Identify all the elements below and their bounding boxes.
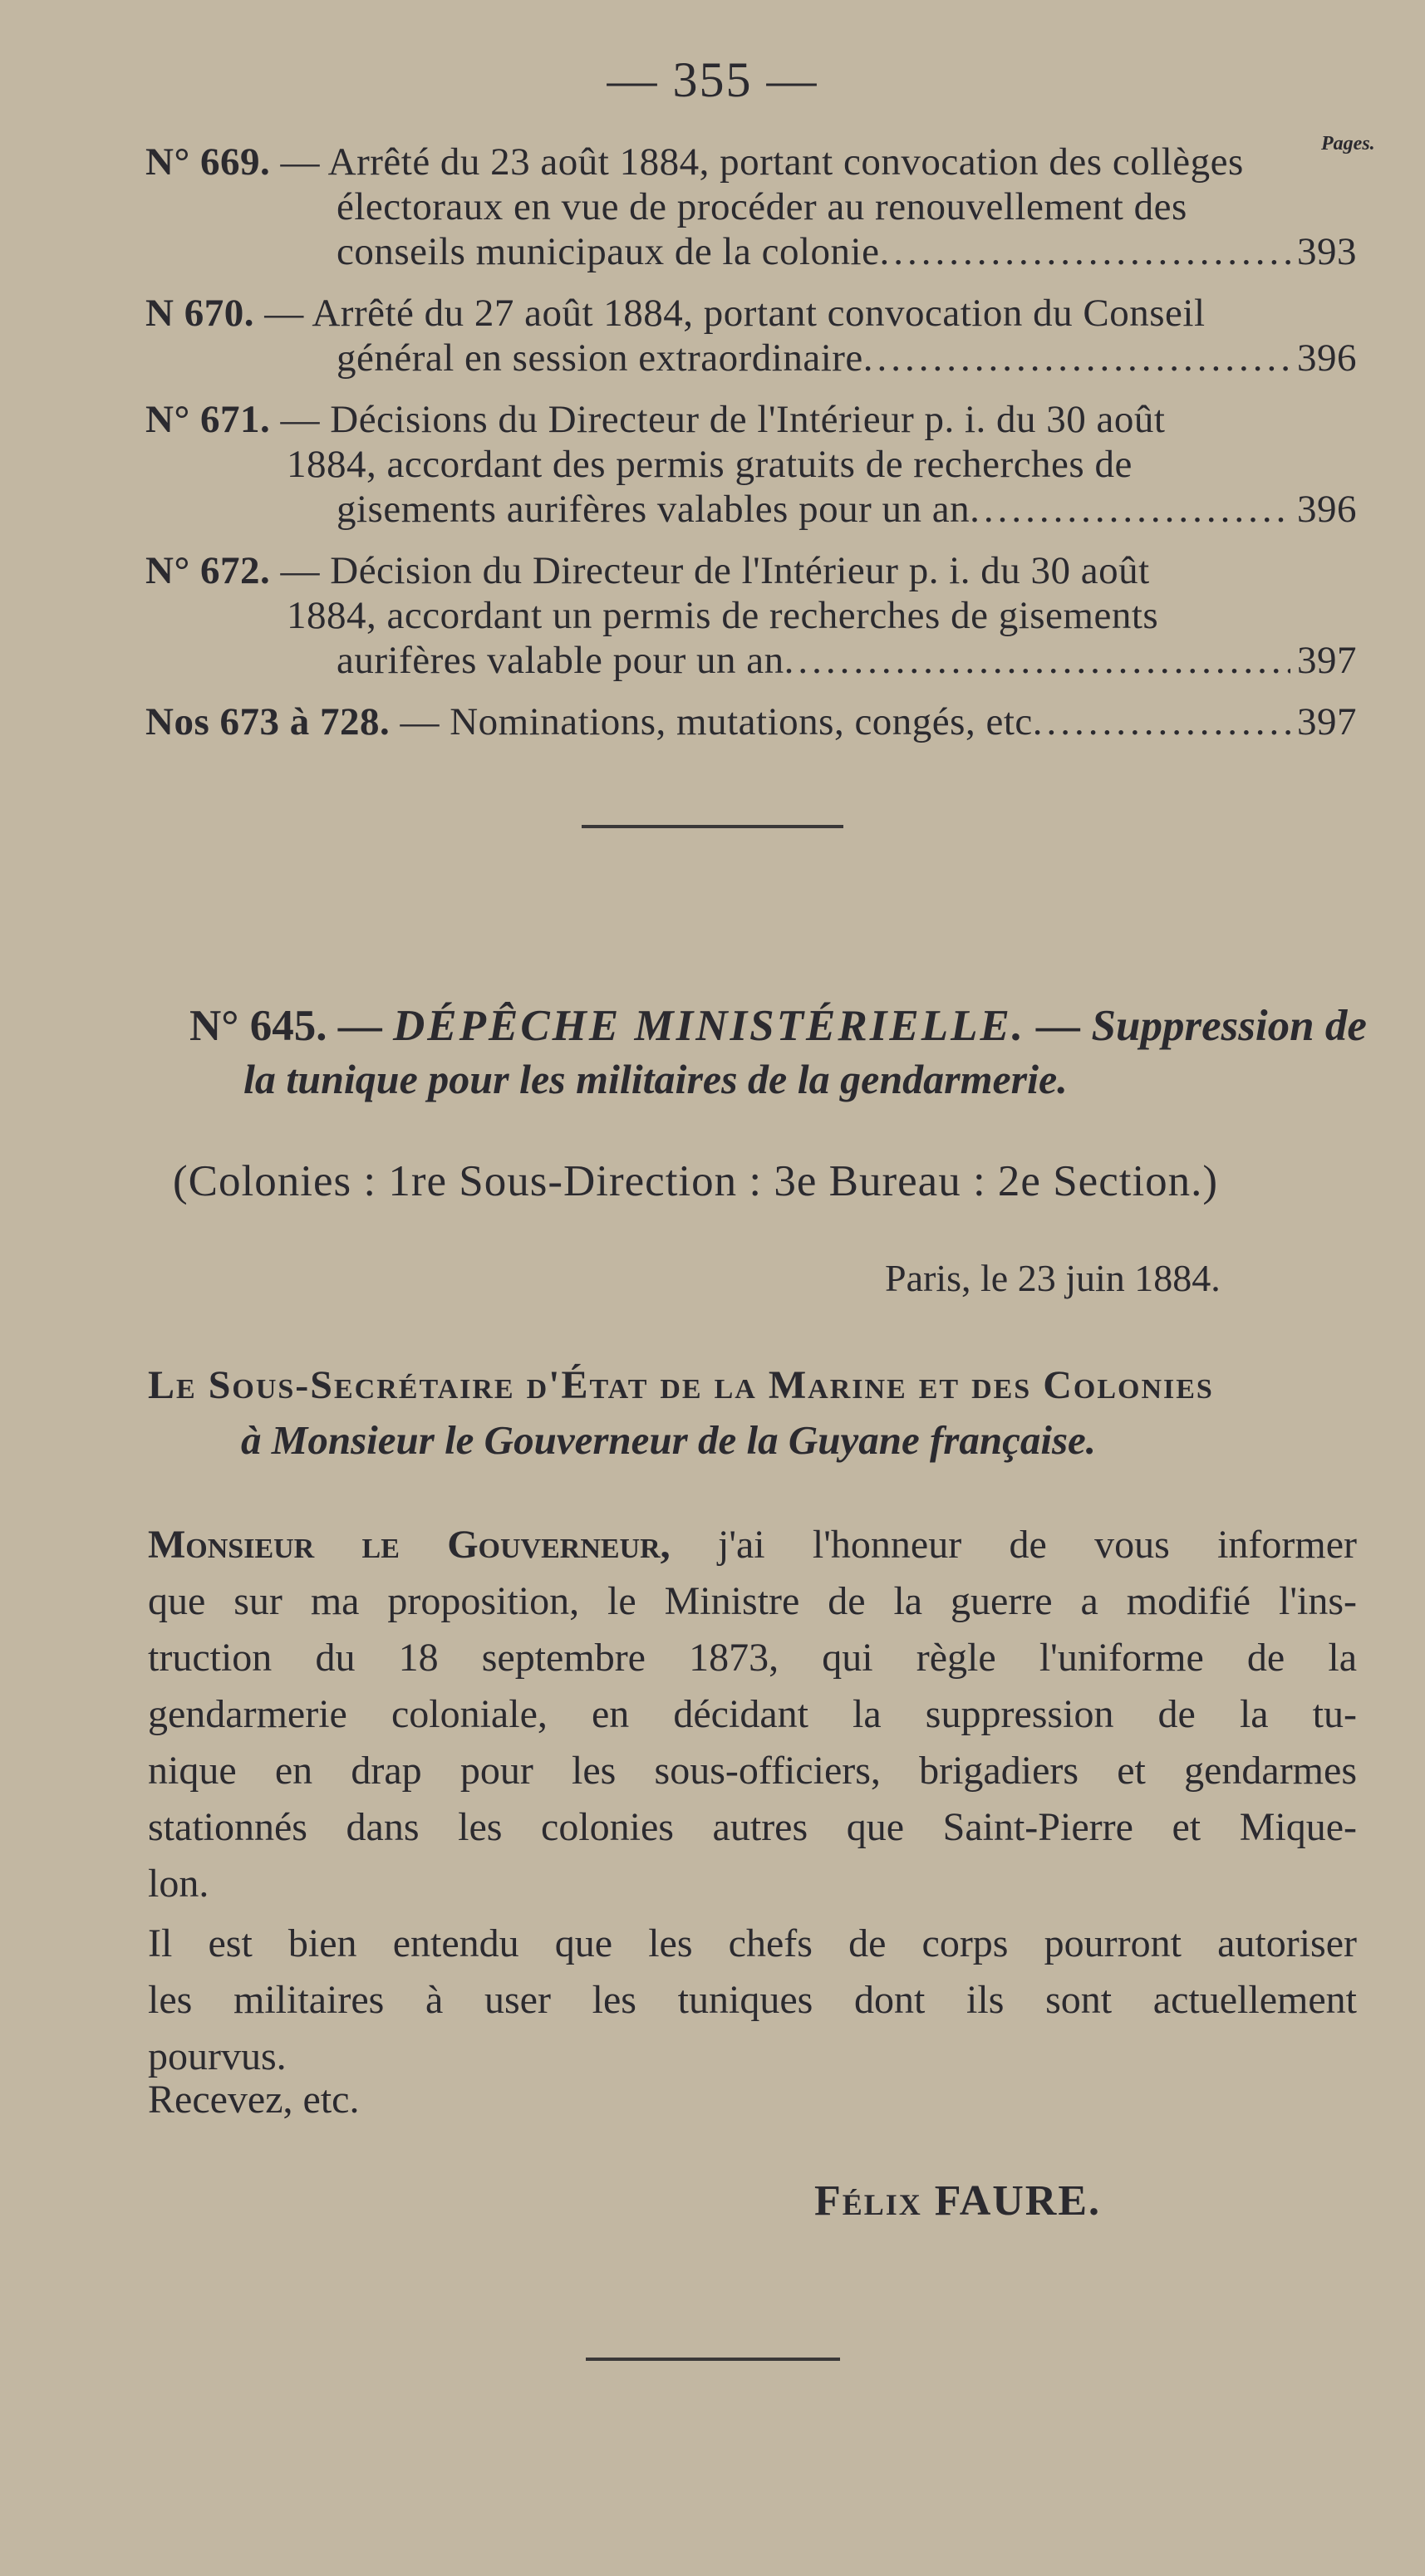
closing: Recevez, etc.	[148, 2078, 360, 2122]
end-divider	[586, 2358, 840, 2361]
sender: Le Sous-Secrétaire d'État de la Marine et des Colonies	[148, 1363, 1214, 1407]
body-line: truction du 18 septembre 1873, qui règle l'uniforme de la	[148, 1636, 1357, 1680]
recipient: à Monsieur le Gouverneur de la Guyane française.	[241, 1417, 1097, 1463]
toc-entry-line	[145, 140, 1334, 184]
dot-leader	[970, 487, 1290, 532]
toc-entry-text: gisements aurifères valables pour un an	[337, 488, 970, 531]
body-line: stationnés dans les colonies autres que Saint-Pierre et Mique-	[148, 1805, 1357, 1849]
pages-column-label: Pages.	[1321, 133, 1375, 155]
toc-entry-line	[337, 184, 1334, 229]
dispatch-number: N° 645. —	[189, 1002, 382, 1050]
body-line: lon.	[148, 1862, 209, 1906]
toc-entry-text: général en session extraordinaire	[337, 336, 863, 380]
signature: Félix FAURE.	[814, 2177, 1102, 2225]
toc-entry-text: — Nominations, mutations, congés, etc	[400, 700, 1033, 743]
body-paragraph	[148, 1517, 1357, 1912]
toc-entry-text: — Décisions du Directeur de l'Intérieur p. i. du 30 août	[280, 398, 1166, 441]
toc-entry-line	[287, 442, 1334, 487]
toc-entry-number: N° 672.	[145, 549, 271, 592]
toc-entry-text: 1884, accordant un permis de recherches de gisements	[287, 594, 1159, 637]
toc-entry-line	[287, 593, 1334, 638]
body-line: gendarmerie coloniale, en décidant la suppression de la tu-	[148, 1692, 1357, 1736]
dispatch-title: DÉPÊCHE MINISTÉRIELLE.	[392, 1002, 1026, 1050]
toc-entry-line-with-page	[145, 699, 1357, 744]
toc-page-ref: 397	[1297, 700, 1357, 743]
body-paragraph	[148, 1916, 1357, 2085]
toc-entry-line-with-page	[337, 487, 1357, 532]
toc-entry-text: électoraux en vue de procéder au renouvellement des	[337, 185, 1187, 228]
toc-entry-text: aurifères valable pour un an	[337, 639, 784, 682]
toc-entry-line	[145, 548, 1334, 593]
toc-entry-number: N° 671.	[145, 398, 271, 441]
dot-leader	[784, 638, 1290, 683]
toc-entry-number: N 670.	[145, 292, 254, 335]
toc-entry-number: N° 669.	[145, 140, 271, 184]
toc-entry-text: — Décision du Directeur de l'Intérieur p. i. du 30 août	[280, 549, 1150, 592]
toc-page-ref: 397	[1297, 639, 1357, 682]
toc-page-ref: 396	[1297, 336, 1357, 380]
toc-entry-line	[145, 397, 1334, 442]
body-line: nique en drap pour les sous-officiers, brigadiers et gendarmes	[148, 1749, 1357, 1793]
body-line: les militaires à user les tuniques dont ils sont actuellement	[148, 1978, 1357, 2022]
body-line: Il est bien entendu que les chefs de corps pourront autoriser	[148, 1921, 1357, 1965]
salutation: Monsieur le Gouverneur,	[148, 1523, 671, 1567]
toc-entry-text: 1884, accordant des permis gratuits de recherches de	[287, 443, 1133, 486]
office-reference: (Colonies : 1re Sous-Direction : 3e Bureau : 2e Section.)	[173, 1157, 1219, 1205]
toc-entry-text: — Arrêté du 23 août 1884, portant convocation des collèges	[280, 140, 1244, 184]
page-number: — 355 —	[607, 52, 818, 107]
dot-leader	[863, 336, 1290, 380]
toc-page-ref: 396	[1297, 488, 1357, 531]
toc-entry-line-with-page	[337, 336, 1357, 380]
place-date: Paris, le 23 juin 1884.	[885, 1257, 1221, 1299]
toc-entry-number: Nos 673 à 728.	[145, 700, 391, 743]
dispatch-subject: — Suppression de	[1036, 1002, 1367, 1050]
toc-entry-text: — Arrêté du 27 août 1884, portant convocation du Conseil	[264, 292, 1206, 335]
dot-leader	[1033, 699, 1290, 744]
section-divider	[582, 825, 843, 828]
dot-leader	[879, 229, 1290, 274]
toc-entry-line-with-page	[337, 229, 1357, 274]
toc-entry-line-with-page	[337, 638, 1357, 683]
body-line: pourvus.	[148, 2034, 287, 2078]
dispatch-subject-continued: la tunique pour les militaires de la gendarmerie.	[243, 1056, 1068, 1102]
body-line: Monsieur le Gouverneur, j'ai l'honneur de vous informer	[148, 1523, 1358, 1567]
body-line: que sur ma proposition, le Ministre de la guerre a modifié l'ins-	[148, 1579, 1357, 1623]
dispatch-heading	[189, 1001, 1367, 1051]
toc-entry-text: conseils municipaux de la colonie	[337, 230, 880, 273]
toc-entry-line	[145, 291, 1334, 336]
toc-page-ref: 393	[1297, 230, 1357, 273]
